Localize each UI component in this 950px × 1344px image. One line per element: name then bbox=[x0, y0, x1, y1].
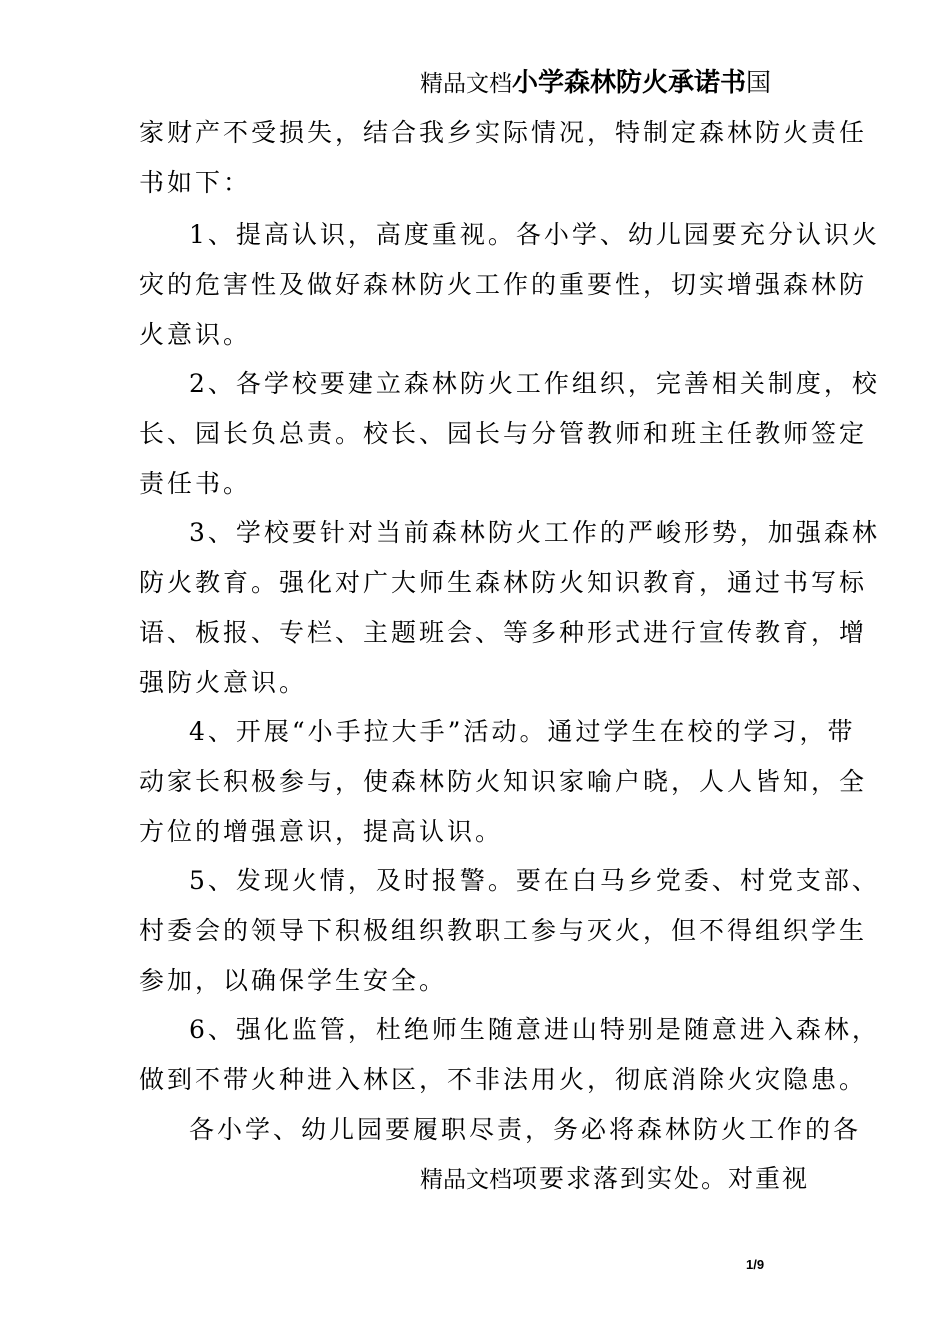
paragraph-3-line: 防火教育。强化对广大师生森林防火知识教育，通过书写标 bbox=[139, 568, 868, 597]
paragraph-5-line: 村委会的领导下积极组织教职工参与灭火，但不得组织学生 bbox=[139, 916, 868, 945]
paragraph-6-line: 6、强化监管，杜绝师生随意进山特别是随意进入森林， bbox=[189, 1015, 880, 1044]
header-continuation: 国 bbox=[746, 68, 772, 97]
footer-prefix: 精品文档 bbox=[420, 1167, 512, 1193]
paragraph-4-line: 方位的增强意识，提高认识。 bbox=[139, 817, 504, 846]
paragraph-1-line: 灾的危害性及做好森林防火工作的重要性，切实增强森林防 bbox=[139, 270, 868, 299]
paragraph-4-line: 4、开展“小手拉大手”活动。通过学生在校的学习，带 bbox=[189, 717, 856, 746]
page-footer-line bbox=[420, 1164, 840, 1195]
paragraph-6-line: 做到不带火种进入林区，不非法用火，彻底消除火灾隐患。 bbox=[139, 1065, 868, 1094]
paragraph-3-line: 强防火意识。 bbox=[139, 668, 308, 697]
paragraph-3-line: 3、学校要针对当前森林防火工作的严峻形势，加强森林 bbox=[189, 518, 880, 547]
footer-continuation: 项要求落到实处。对重视 bbox=[512, 1164, 810, 1193]
paragraph-5-line: 参加，以确保学生安全。 bbox=[139, 966, 448, 995]
page-number: 1/9 bbox=[746, 1257, 765, 1272]
paragraph-7-line: 各小学、幼儿园要履职尽责，务必将森林防火工作的各 bbox=[189, 1115, 862, 1144]
paragraph-2-line: 长、园长负总责。校长、园长与分管教师和班主任教师签定 bbox=[139, 419, 868, 448]
body-line: 书如下： bbox=[139, 168, 252, 197]
header-prefix: 精品文档 bbox=[420, 71, 512, 97]
paragraph-1-line: 火意识。 bbox=[139, 320, 252, 349]
paragraph-4-line: 动家长积极参与，使森林防火知识家喻户晓，人人皆知，全 bbox=[139, 767, 868, 796]
paragraph-2-line: 责任书。 bbox=[139, 469, 252, 498]
paragraph-2-line: 2、各学校要建立森林防火工作组织，完善相关制度，校 bbox=[189, 369, 880, 398]
body-line: 家财产不受损失，结合我乡实际情况，特制定森林防火责任 bbox=[139, 118, 868, 147]
paragraph-3-line: 语、板报、专栏、主题班会、等多种形式进行宣传教育，增 bbox=[139, 618, 868, 647]
paragraph-1-line: 1、提高认识，高度重视。各小学、幼儿园要充分认识火 bbox=[189, 220, 880, 249]
page-header bbox=[420, 68, 840, 99]
document-title: 小学森林防火承诺书 bbox=[512, 68, 747, 98]
paragraph-5-line: 5、发现火情，及时报警。要在白马乡党委、村党支部、 bbox=[189, 866, 880, 895]
